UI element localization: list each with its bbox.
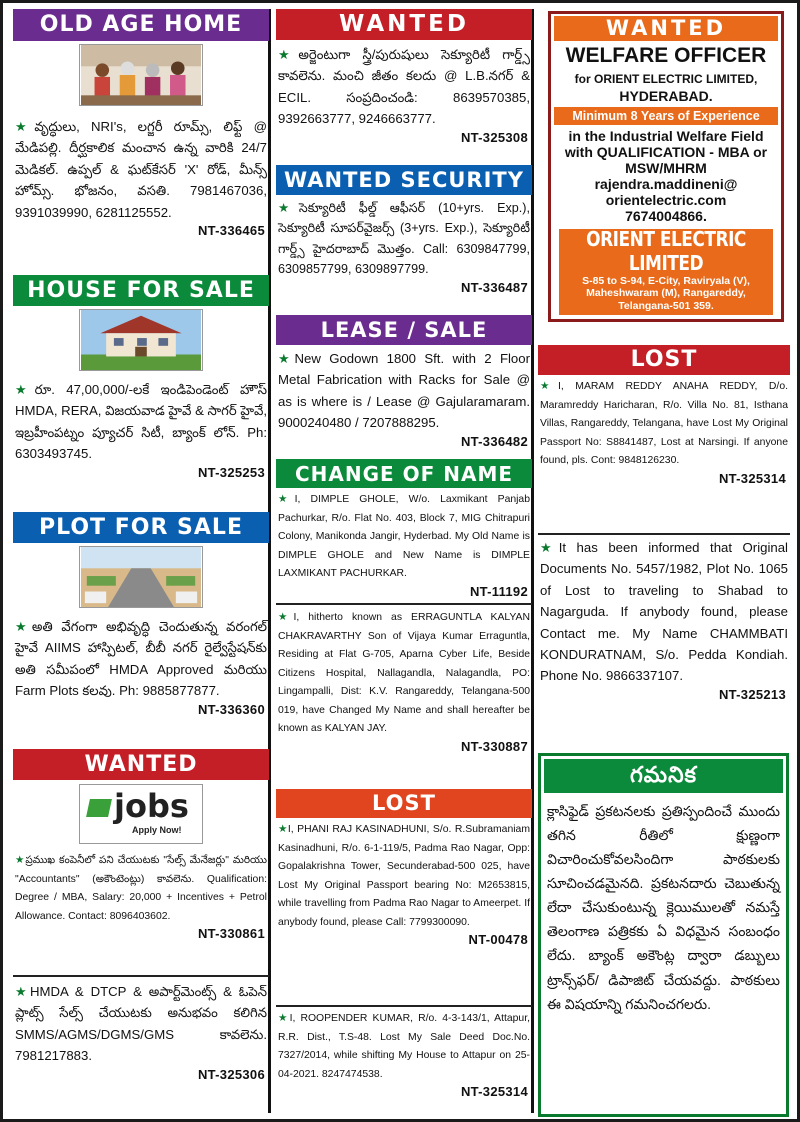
ad-plot-for-sale [13,512,269,717]
ad-header: OLD AGE HOME [13,9,269,41]
star-icon: ★ [15,619,32,634]
star-icon: ★ [278,47,299,62]
divider [538,533,790,535]
star-icon: ★ [278,824,288,835]
ad-header: WANTED [276,9,532,40]
ad-text: I, hitherto known as ERRAGUNTLA KALYAN CHAKRAVARTHY Son of Vijaya Kumar Erraguntla, Residing at Flat G-705, Aparna Cyber Life, Beside Citizens Hospital, Nallagandla, Nalagandla, PO: Lingampalli, Dist: K.V. Rangareddy, Telangana-500 019, have Changed My Name and shall hereafter be known as KALYAN JAY. [278,612,530,735]
ad-welfare-officer [548,11,784,322]
divider [276,603,532,605]
ad-lost-sale-deed [276,1010,532,1099]
star-icon: ★ [15,382,35,397]
star-icon: ★ [15,984,30,999]
ad-text: అతి వేగంగా అభివృద్ధి చెందుతున్న వరంగల్ హైవే AIIMS హాస్పిటల్, బీబీ నగర్ రైల్వేస్టేషన్‌కు అతి సమీపంలో HMDA Approved మరియు Farm Plots కలవు. Ph: 9885877877. [15,619,267,699]
ad-text: It has been informed that Original Documents No. 5457/1982, Plot No. 1065 of Lost to traveling to Shabad to Nagarguda. If anybody found, please Contact me. My Name CHAMMBATI KONDURATNAM, S/o. Pedda Kondiah. Phone No. 9866337107. [540,540,788,684]
divider [276,1005,532,1007]
ad-text: ప్రముఖ కంపెనీలో పని చేయుటకు "సేల్స్ మేనేజర్లు" మరియు "Accountants" (అకౌంటెంట్లు) కావలెను. Qualification: Degree / MBA, Salary: 20,000 + Incentives + Petrol Allowance. Contact: 8096403602. [15,855,267,922]
ad-wanted-security [276,165,532,295]
ad-text: వృద్ధులు, NRI's, లగ్జరీ రూమ్స్, లిఫ్ట్ @ మేడిపల్లి. దీర్ఘకాలిక మంచాన ఉన్న వారికి 24/7 మెడికల్. ఉప్పల్ & ఘట్‌కేసర్ 'X' రోడ్, మీన్స్ హోమ్స్. భోజనం, వసతి. 7981467036, 9391039990, 6281125552. [15,119,267,220]
ad-code: NT-325306 [197,1066,265,1082]
ad-code: NT-336487 [460,279,528,295]
star-icon: ★ [278,494,295,505]
elderly-people-photo [79,44,203,106]
experience-banner: Minimum 8 Years of Experience [554,107,778,125]
star-icon: ★ [540,540,559,555]
ad-code: NT-336482 [460,433,528,449]
job-details: in the Industrial Welfare Field with QUALIFICATION - MBA or MSW/MHRM [564,128,768,177]
ad-code: NT-325314 [718,470,786,486]
ad-lost-passport [276,789,532,947]
ad-header: LOST [538,345,790,375]
ad-header: WANTED [554,16,778,41]
star-icon: ★ [278,351,295,366]
plots-photo [79,546,203,608]
briefcase-icon [86,799,112,817]
star-icon: ★ [278,1013,290,1024]
ad-header: WANTED SECURITY [276,165,532,195]
ad-lease-sale [276,315,532,449]
ad-header: CHANGE OF NAME [276,459,532,488]
ad-lost-passport-anaha [538,345,794,486]
ad-text: I, ROOPENDER KUMAR, R/o. 4-3-143/1, Attapur, R.R. Dist., T.S-48. Lost My Sale Deed Doc.No. 7327/2014, while shifting My House to Attapur on 25-04-2021. 8247474538. [278,1013,530,1080]
contact-phone: 7674004866. [625,208,707,225]
company-line: for ORIENT ELECTRIC LIMITED, [574,72,758,86]
ad-code: NT-336360 [197,701,265,717]
ad-text: I, MARAM REDDY ANAHA REDDY, D/o. Maramreddy Haricharan, R/o. Villa No. 81, Isthana Villas, Rangareddy, Telangana, have Lost My Original Passport No: S8841487, Lost at Narsingi. If anyone found, pls. Cont: 9848126230. [540,381,788,467]
ad-code: NT-325308 [460,129,528,145]
notice-box [538,753,789,1117]
star-icon: ★ [15,119,35,134]
ad-text: New Godown 1800 Sft. with 2 Floor Metal Fabrication with Racks for Sale @ as is where is / Lease @ Gajularamaram. 9000240480 / 7207888295. [278,351,530,431]
ad-code: NT-00478 [468,932,528,948]
jobs-logo [79,784,203,844]
ad-hmda-sales [13,981,269,1082]
ad-header: WANTED [13,749,269,780]
ad-code: NT-11192 [469,583,528,599]
ad-code: NT-330887 [460,738,528,754]
ad-code: NT-325213 [718,686,786,702]
star-icon: ★ [540,381,558,392]
ad-text: HMDA & DTCP & అపార్ట్‌మెంట్స్ & ఓపెన్ ప్లాట్స్ సేల్స్ చేయుటకు అనుభవం కలిగిన SMMS/AGMS/DGMS/GMS కావలెను. 7981217883. [15,984,267,1064]
ad-header: LEASE / SALE [276,315,532,345]
star-icon: ★ [278,201,299,215]
ad-wanted-guards [276,9,532,145]
ad-text: I, PHANI RAJ KASINADHUNI, S/o. R.Subramaniam Kasinadhuni, R/o. 6-1-119/5, Padma Rao Nagar, Opp: Gopalakrishna Tower, Secunderabad-500 025, have Lost My Original Passport bearing No: M2653815, while travelling from Padma Rao Nagar to Ameerpet. If anybody found, please Call: 7799300090. [278,824,530,928]
ad-code: NT-330861 [197,926,265,942]
ad-change-of-name [276,459,532,599]
ad-text: అర్జెంటుగా స్త్రీ/పురుషులు సెక్యూరిటీ గార్డ్స్ కావలెను. మంచి జీతం కలదు @ L.B.నగర్ & ECIL. సంప్రదించండి: 8639570385, 9392663777, 9246663777. [278,47,531,127]
star-icon: ★ [278,612,294,623]
city: HYDERABAD. [619,88,713,104]
ad-text: I, DIMPLE GHOLE, W/o. Laxmikant Panjab Pachurkar, R/o. Flat No. 403, Block 7, MIG Chitrapuri Colony, Manikonda Jangir, Hyderbad. My Old Name is DIMPLE GHOLE and New Name is DIMPLE LAXMIKANT PACHURKAR. [278,494,530,580]
ad-text: రూ. 47,00,000/-లకే ఇండిపెండెంట్ హౌస్ HMDA, RERA, విజయవాడ హైవే & సాగర్ హైవే, ఇబ్రహీంపట్నం ప్యూచర్ సిటీ, బ్యాంక్ లోన్. Ph: 6303493745. [15,382,267,462]
ad-wanted-jobs [13,749,269,941]
ad-lost-documents [538,537,790,702]
ad-code: NT-325253 [197,464,265,480]
ad-header: HOUSE FOR SALE [13,275,269,306]
ad-code: NT-325314 [460,1084,528,1100]
ad-text: సెక్యూరిటీ ఫీల్డ్ ఆఫీసర్ (10+yrs. Exp.), సెక్యూరిటీ సూపర్‌వైజర్స్ (3+yrs. Exp.), సెక్యూరిటీ గార్డ్స్ హైదరాబాద్ మొత్తం. Call: 6309847799, 6309857799, 6309897799. [278,201,530,277]
star-icon: ★ [15,855,26,866]
contact-email[interactable]: rajendra.maddineni@ orientelectric.com [594,176,738,209]
company-address: S-85 to S-94, E-City, Raviryala (V), Maheshwaram (M), Rangareddy, Telangana-501 359. [582,274,750,312]
orient-logo: ORIENT ELECTRIC LIMITED [586,227,746,276]
ad-header: LOST [276,789,532,818]
ad-old-age-home [13,9,269,238]
ad-house-for-sale [13,275,269,480]
logo-subtext: Apply Now! [132,825,182,835]
divider [13,975,269,977]
house-photo [79,309,203,371]
logo-text: jobs [114,787,189,825]
orient-logo-block [559,229,773,316]
job-title: WELFARE OFFICER [565,44,767,67]
ad-code: NT-336465 [197,222,265,238]
ad-name-change-kalyan [276,609,532,754]
notice-header: గమనిక [544,759,783,793]
notice-text: క్లాసిఫైడ్ ప్రకటనలకు ప్రతిస్పందించే ముందు తగిన రీతిలో క్షుణ్ణంగా విచారించుకోవలసిందిగా పాఠకులకు సూచించడమైనది. ప్రకటనదారు చెబుతున్న లేదా చేసుకుంటున్న క్లెయిములతో నమస్తే తెలంగాణ పత్రికకు ఏ విధమైన సంబంధం లేదు. బ్యాంక్ అకౌంట్ల ద్వారా డబ్బులు ట్రాన్స్‌ఫర్/ డిపాజిట్ చేయవద్దు. పాఠకులు ఈ విషయాన్ని గమనించగలరు. [547,803,780,1012]
ad-header: PLOT FOR SALE [13,512,269,543]
